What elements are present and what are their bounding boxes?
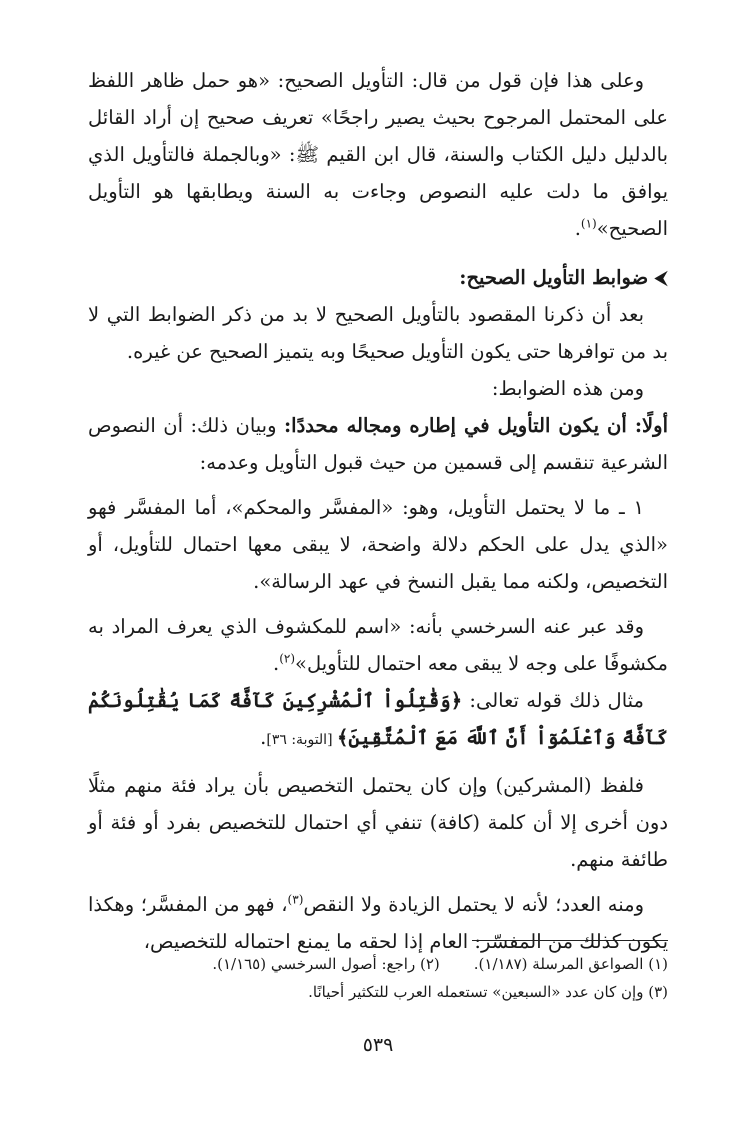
paragraph-1: بعد أن ذكرنا المقصود بالتأويل الصحيح لا بد من ذكر الضوابط التي لا بد من توافرها حتى يكون التأويل صحيحًا وبه يتميز الصحيح عن غيره. (88, 303, 668, 363)
paragraph-5-end: . (273, 652, 280, 675)
paragraph-5-text: وقد عبر عنه السرخسي بأنه: «اسم للمكشوف الذي يعرف المراد به مكشوفًا على وجه لا يبقى معه احتمال للتأويل» (88, 615, 668, 675)
verse-lead: مثال ذلك قوله تعالى: (462, 689, 644, 712)
verse-end: . (260, 726, 267, 749)
paragraph-2: ومن هذه الضوابط: (491, 377, 644, 400)
arrow-icon: ⮜ (654, 266, 668, 289)
page-number: ٥٣٩ (362, 1034, 394, 1056)
footnote-separator (472, 940, 668, 941)
rule-one-text: وبيان ذلك: أن النصوص الشرعية تنقسم إلى قسمين من حيث قبول التأويل وعدمه: (88, 414, 668, 474)
intro-paragraph (88, 62, 668, 247)
footnote-ref-2: (٢) (279, 651, 296, 666)
paragraph-7: فلفظ (المشركين) وإن كان يحتمل التخصيص بأن يراد فئة منهم مثلًا دون أخرى إلا أن كلمة (كافة) تنفي أي احتمال للتخصيص بفرد أو فئة أو طائفة منهم. (88, 774, 668, 871)
footnote-ref-1: (١) (580, 216, 597, 231)
footnote-2: (٢) راجع: أصول السرخسي (١/١٦٥). (212, 955, 440, 973)
footnote-row (88, 950, 668, 978)
footnotes (88, 950, 668, 1006)
paragraph-4: ١ ـ ما لا يحتمل التأويل، وهو: «المفسَّر والمحكم»، أما المفسَّر فهو «الذي يدل على الحكم دلالة واضحة، لا يبقى معها احتمال للتأويل، أو التخصيص، ولكنه مما يقبل النسخ في عهد الرسالة». (88, 496, 668, 593)
section-heading (88, 259, 668, 296)
footnote-ref-3: (٣) (287, 892, 304, 907)
paragraph-3 (88, 407, 668, 481)
intro-text: وعلى هذا فإن قول من قال: التأويل الصحيح: «هو حمل ظاهر اللفظ على المحتمل المرجوح بحيث يصير راجحًا» تعريف صحيح إن أراد القائل بالدليل دليل الكتاب والسنة، قال ابن القيم ﷺ: «وبالجملة فالتأويل الذي يوافق ما دلت عليه النصوص وجاءت به السنة ويطابقها هو التأويل الصحيح» (88, 69, 668, 240)
section-heading-text: ضوابط التأويل الصحيح: (459, 266, 649, 289)
verse-reference: [التوبة: ٣٦] (266, 732, 337, 748)
quran-verse: ﴿وَقَٰتِلُواْ ٱلْمُشْرِكِينَ كَآفَّةً كَمَا يُقَٰتِلُونَكُمْ كَآفَّةً وَٱعْلَمُوٓاْ أَنَّ ٱللَّهَ مَعَ ٱلْمُتَّقِينَ﴾ (88, 689, 668, 749)
paragraph-8-b: ، فهو من المفسَّر؛ وهكذا يكون كذلك من المفسّر: العام إذا لحقه ما يمنع احتماله للتخصيص، (88, 893, 668, 953)
paragraph-6 (88, 682, 668, 759)
paragraph-8 (88, 886, 668, 960)
intro-end: . (574, 217, 581, 240)
rule-one-heading: أولًا: أن يكون التأويل في إطاره ومجاله محددًا: (283, 414, 668, 437)
footnote-1: (١) الصواعق المرسلة (١/١٨٧). (473, 955, 668, 973)
paragraph-5 (88, 608, 668, 682)
paragraph-8-a: ومنه العدد؛ لأنه لا يحتمل الزيادة ولا النقص (303, 893, 644, 916)
footnote-3: (٣) وإن كان عدد «السبعين» تستعمله العرب للتكثير أحيانًا. (308, 983, 668, 1001)
